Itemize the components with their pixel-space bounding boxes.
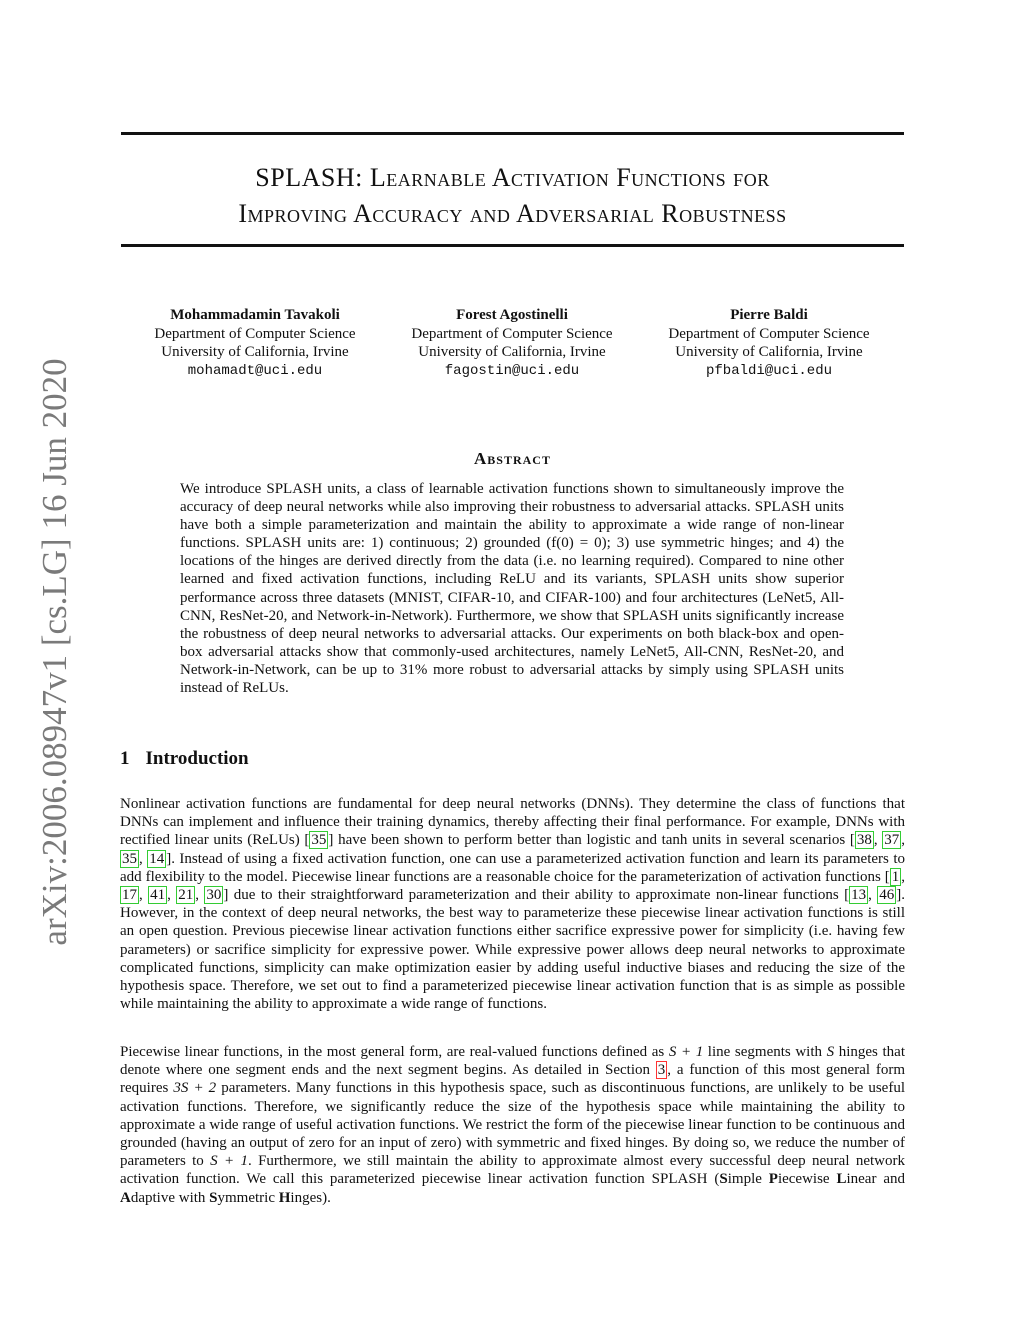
text-run: ] have been shown to perform better than logistic and tanh units in several scenarios [ <box>328 832 855 849</box>
citation-link[interactable]: 41 <box>150 887 166 904</box>
citation-link[interactable]: 13 <box>851 887 867 904</box>
abstract-text: We introduce SPLASH units, a class of learnable activation functions shown to simultaneously improve the accuracy of deep neural networks while also improving their robustness to adversarial attacks. SPLASH units have both a simple parameterization and maintain the ability to approximate a wide range of non-linear functions. SPLASH units are: 1) continuous; 2) grounded (f(0) = 0); 3) use symmetric hinges; and 4) the locations of the hinges are derived directly from the data (i.e. no learning required). Compared to nine other learned and fixed activation functions, including ReLU and its variants, SPLASH units show superior performance across three datasets (MNIST, CIFAR-10, and CIFAR-100) and four architectures (LeNet5, All-CNN, ResNet-20, and Network-in-Network). Furthermore, we show that SPLASH units significantly increase the robustness of deep neural networks to adversarial attacks. Our experiments on both black-box and open-box adversarial attacks show that commonly-used architectures, namely LeNet5, All-CNN, ResNet-20, and Network-in-Network, can be up to 31% more robust to adversarial attacks by simply using SPLASH units instead of ReLUs. <box>180 481 844 697</box>
text-run: ymmetric <box>217 1189 279 1206</box>
text-run: imple <box>727 1171 769 1188</box>
author-3 <box>639 306 899 380</box>
author-university: University of California, Irvine <box>675 344 863 360</box>
title-top-rule <box>121 132 904 135</box>
bold-letter: L <box>836 1171 847 1188</box>
text-run: hinges that denote where one segment ends and the next segment begins. As detailed in Section <box>120 1044 905 1079</box>
arxiv-stamp: arXiv:2006.08947v1 [cs.LG] 16 Jun 2020 <box>35 358 74 946</box>
author-university: University of California, Irvine <box>418 344 606 360</box>
citation-link[interactable]: 35 <box>311 832 327 849</box>
citation-link[interactable]: 17 <box>122 887 137 904</box>
text-run: daptive with <box>130 1189 210 1206</box>
text-run: line segments with <box>703 1044 827 1060</box>
author-1 <box>125 306 385 380</box>
text-run: iecewise <box>777 1171 837 1188</box>
citation-link[interactable]: 46 <box>879 887 895 904</box>
text-run: ] due to their straightforward parameterization and their ability to approximate non-linear functions [ <box>223 887 850 904</box>
citation-link[interactable]: 38 <box>856 832 872 849</box>
bold-letter: P <box>768 1171 778 1188</box>
citation-link[interactable]: 35 <box>122 850 137 867</box>
title-line-2: Improving Accuracy and Adversarial Robustness <box>238 199 787 228</box>
author-university: University of California, Irvine <box>161 344 349 360</box>
bold-letter: S <box>719 1171 728 1188</box>
abstract-heading: Abstract <box>474 449 551 468</box>
text-run: inear and <box>846 1171 905 1188</box>
author-name: Forest Agostinelli <box>456 307 568 323</box>
intro-paragraph-1: Nonlinear activation functions are fundamental for deep neural networks (DNNs). They determine the class of functions that DNNs can implement and influence their training dynamics, thereby affecting their final performance. For example, DNNs with rectified linear units (ReLUs) [ 35 ] have been shown to perform better than logistic and tanh units in several scenarios [ 38 , 37 , 35 , 14 ]. Instead of using a fixed activation function, one can use a parameterized activation function and learn its parameters to add flexibility to the model. Piecewise linear functions are a reasonable choice for the parameterization of activation functions [ 1 , 17 , 41 , 21 , 30 ] due to their straightforward parameterization and their ability to approximate non-linear functions [ 13 , 46 ]. However, in the context of deep neural networks, the best way to parameterize these piecewise linear activation functions is still an open question. Previous piecewise linear activation functions either sacrifice expressive power for simplicity (i.e. having few parameters) or sacrifice simplicity for expressive power. While expressive power allows deep neural networks to approximate complicated functions, simplicity can make optimization easier by adding useful inductive biases and reducing the size of the hypothesis space. Therefore, we set out to find a parameterized piecewise linear activation function that is as simple as possible while maintaining the ability to approximate a wide range of functions. <box>120 796 906 1013</box>
author-email[interactable]: pfbaldi@uci.edu <box>705 362 833 379</box>
title-bottom-rule <box>121 244 904 247</box>
math-expression: 3S + 2 <box>173 1080 217 1097</box>
paper-title <box>121 160 904 232</box>
section-number: 1 <box>120 748 130 769</box>
math-expression: S + 1 <box>210 1153 248 1170</box>
math-expression: S + 1 <box>668 1044 704 1060</box>
author-department: Department of Computer Science <box>411 325 613 342</box>
text-run: ]. Instead of using a fixed activation function, one can use a parameterized activation function and learn its parameters to add flexibility to the model. Piecewise linear functions are a reasonable choice for the parameterization of activation functions [ <box>120 850 905 885</box>
text-run: ]. However, in the context of deep neural networks, the best way to parameterize these piecewise linear activation functions is still an open question. Previous piecewise linear activation functions either sacrifice expressive power for simplicity (i.e. having few parameters) or sacrifice simplicity for expressive power. While expressive power allows deep neural networks to approximate complicated functions, simplicity can make optimization easier by adding useful inductive biases and reducing the size of the hypothesis space. Therefore, we set out to find a parameterized piecewise linear activation function that is as simple as possible while maintaining the ability to approximate a wide range of functions. <box>120 887 906 1013</box>
text-run: Piecewise linear functions, in the most general form, are real-valued functions defined as <box>120 1044 669 1060</box>
bold-letter: H <box>278 1189 291 1206</box>
author-name: Mohammadamin Tavakoli <box>170 307 340 323</box>
author-department: Department of Computer Science <box>668 325 870 342</box>
citation-link[interactable]: 30 <box>206 887 222 904</box>
section-ref-link[interactable]: 3 <box>657 1062 666 1079</box>
author-department: Department of Computer Science <box>154 325 356 342</box>
intro-paragraph-2 <box>120 1043 905 1207</box>
citation-link[interactable]: 37 <box>884 832 900 849</box>
text-run: Nonlinear activation functions are fundamental for deep neural networks (DNNs). They determine the class of functions that DNNs can implement and influence their training dynamics, thereby affecting their final performance. For example, DNNs with rectified linear units (ReLUs) [ <box>120 796 905 849</box>
section-heading <box>120 748 249 770</box>
text-run: inges). <box>290 1189 331 1206</box>
author-email[interactable]: fagostin@uci.edu <box>444 362 580 379</box>
text-run: , a function of this most general form requires <box>120 1062 905 1097</box>
citation-link[interactable]: 21 <box>178 887 194 904</box>
bold-letter: A <box>120 1189 131 1206</box>
title-line-1: SPLASH: Learnable Activation Functions for <box>255 163 770 192</box>
math-expression: S <box>826 1044 835 1060</box>
author-name: Pierre Baldi <box>730 307 808 323</box>
text-run: parameters. Many functions in this hypothesis space, such as discontinuous functions, are unlikely to be useful activation functions. Therefore, we significantly reduce the size of the hypothesis space while maintaining the ability to approximate a wide range of useful activation functions. We restrict the form of the piecewise linear function to be continuous and grounded (having an output of zero for an input of zero) with symmetric and fixed hinges. By doing so, we reduce the number of parameters to <box>120 1080 906 1170</box>
text-run: . Furthermore, we still maintain the ability to approximate almost every successful deep neural network activation function. We call this parameterized piecewise linear activation function SPLASH ( <box>120 1153 905 1188</box>
section-title: Introduction <box>145 748 249 769</box>
author-email[interactable]: mohamadt@uci.edu <box>187 362 323 379</box>
author-2 <box>382 306 642 380</box>
citation-link[interactable]: 14 <box>149 850 165 867</box>
bold-letter: S <box>209 1189 218 1206</box>
citation-link[interactable]: 1 <box>891 868 900 885</box>
